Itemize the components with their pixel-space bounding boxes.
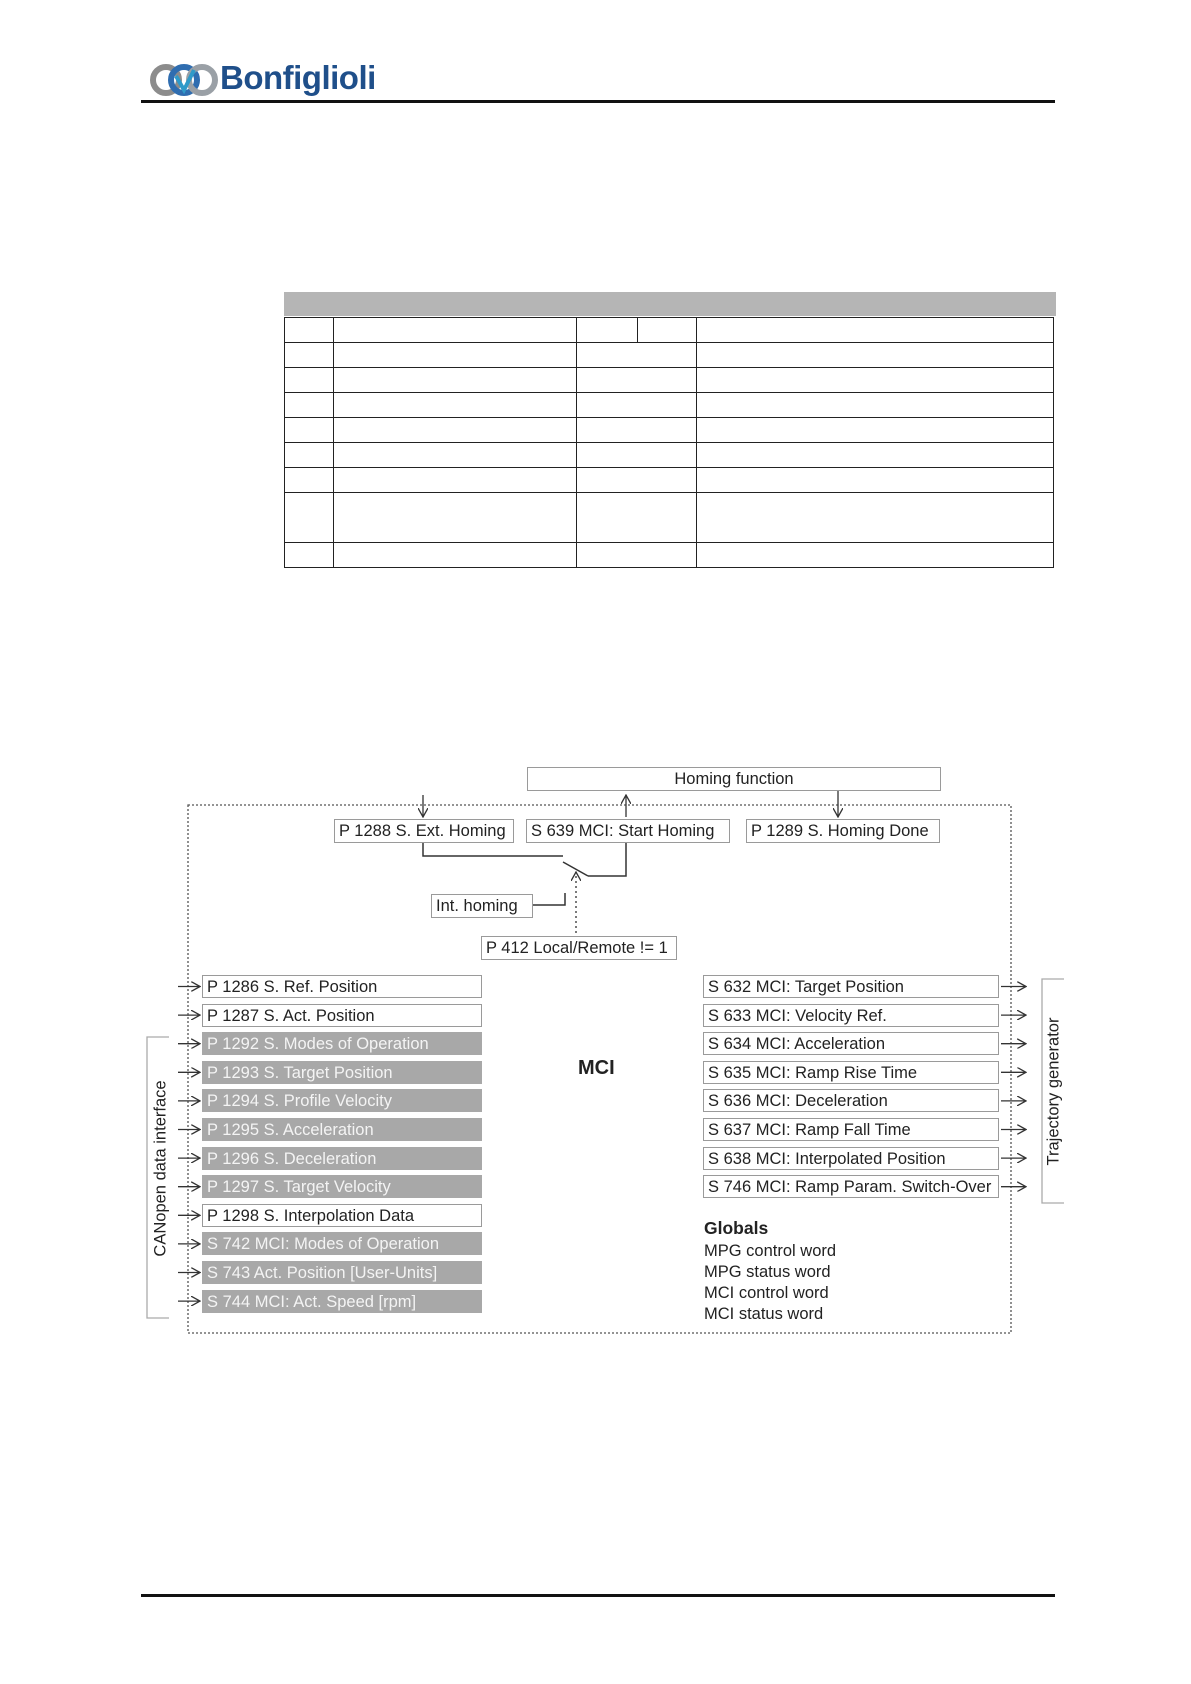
input-parameter-box: S 743 Act. Position [User-Units] (202, 1261, 482, 1284)
output-parameter-box: S 637 MCI: Ramp Fall Time (703, 1118, 999, 1141)
globals-item: MCI status word (704, 1305, 824, 1323)
ext-homing-wire (423, 841, 563, 856)
output-parameter-box: S 634 MCI: Acceleration (703, 1032, 999, 1055)
int-homing-wire (533, 893, 565, 905)
int-homing-box: Int. homing (431, 894, 533, 918)
switch-lever (563, 862, 588, 876)
homing-done-box: P 1289 S. Homing Done (746, 819, 940, 843)
globals-item: MPG control word (704, 1242, 837, 1260)
globals-item: MCI control word (704, 1284, 829, 1302)
output-parameter-box: S 633 MCI: Velocity Ref. (703, 1004, 999, 1027)
output-parameter-box: S 632 MCI: Target Position (703, 975, 999, 998)
canopen-data-interface-label: CANopen data interface (151, 1080, 170, 1257)
globals-title: Globals (704, 1218, 769, 1238)
output-parameter-box: S 635 MCI: Ramp Rise Time (703, 1061, 999, 1084)
input-parameter-box: S 742 MCI: Modes of Operation (202, 1232, 482, 1255)
output-parameter-box: S 636 MCI: Deceleration (703, 1089, 999, 1112)
ext-homing-box: P 1288 S. Ext. Homing (334, 819, 514, 843)
output-parameter-box: S 638 MCI: Interpolated Position (703, 1147, 999, 1170)
start-homing-box: S 639 MCI: Start Homing (526, 819, 730, 843)
input-parameter-box: P 1287 S. Act. Position (202, 1004, 482, 1027)
homing-function-box: Homing function (527, 767, 941, 791)
logo-text: Bonfiglioli (220, 59, 376, 96)
input-parameter-box: P 1293 S. Target Position (202, 1061, 482, 1084)
input-parameter-box: S 744 MCI: Act. Speed [rpm] (202, 1290, 482, 1313)
input-parameter-box: P 1294 S. Profile Velocity (202, 1089, 482, 1112)
input-parameter-box: P 1292 S. Modes of Operation (202, 1032, 482, 1055)
input-parameter-box: P 1295 S. Acceleration (202, 1118, 482, 1141)
input-parameter-box: P 1298 S. Interpolation Data (202, 1204, 482, 1227)
local-remote-box: P 412 Local/Remote != 1 (481, 936, 677, 960)
trajectory-generator-label: Trajectory generator (1044, 1017, 1063, 1166)
input-parameter-box: P 1297 S. Target Velocity (202, 1175, 482, 1198)
input-parameter-box: P 1296 S. Deceleration (202, 1147, 482, 1170)
output-parameter-box: S 746 MCI: Ramp Param. Switch-Over (703, 1175, 999, 1198)
input-parameter-box: P 1286 S. Ref. Position (202, 975, 482, 998)
mci-label: MCI (578, 1057, 615, 1079)
globals-item: MPG status word (704, 1263, 831, 1281)
start-homing-wire (588, 841, 626, 876)
